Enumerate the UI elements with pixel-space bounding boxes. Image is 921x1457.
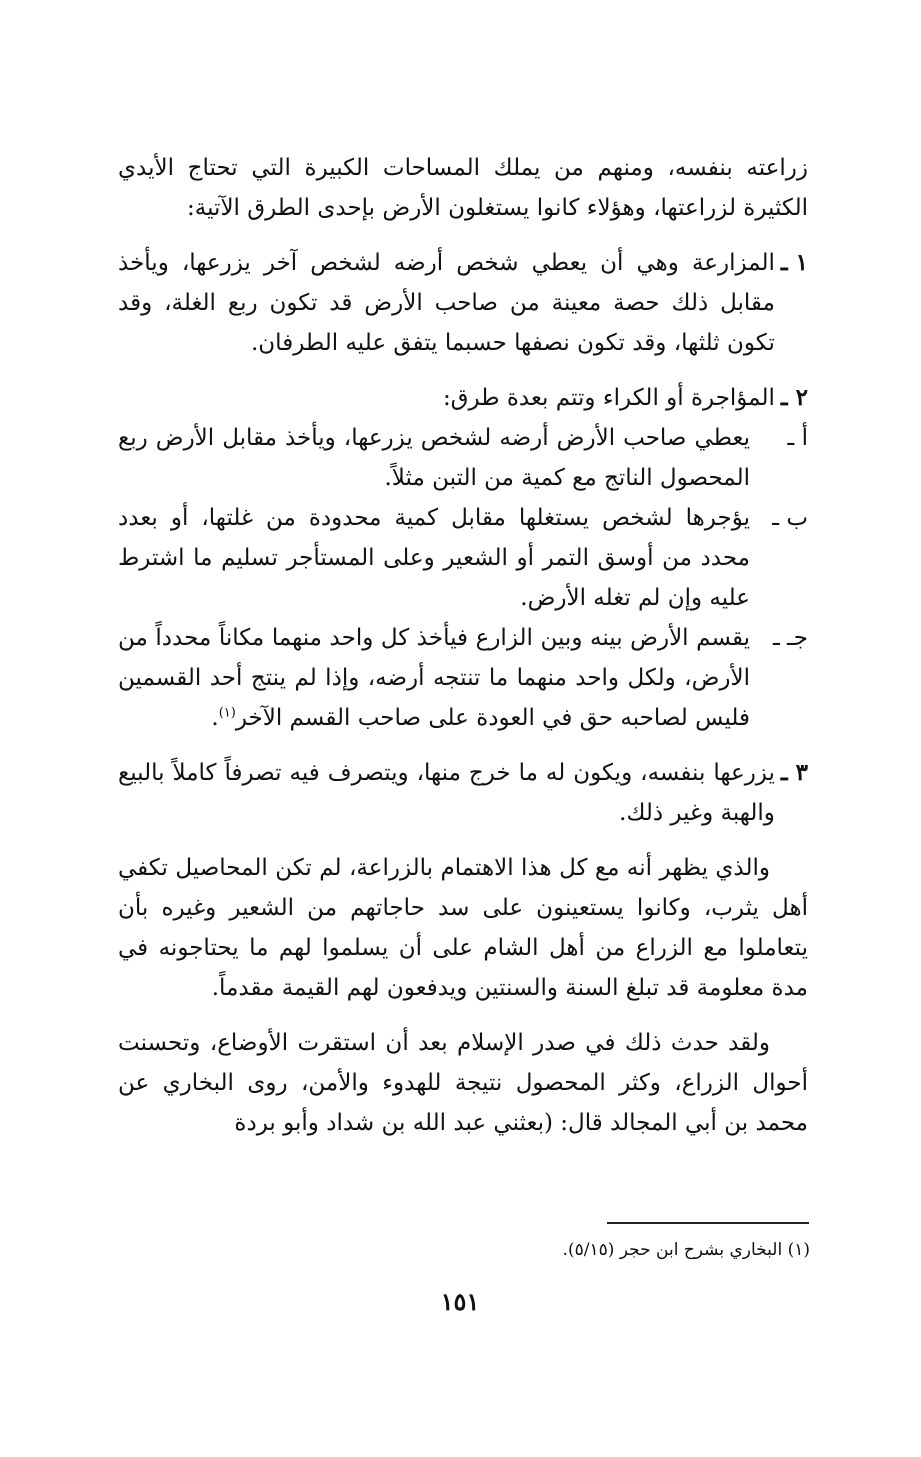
- intro-paragraph: زراعته بنفسه، ومنهم من يملك المساحات الكبيرة التي تحتاج الأيدي الكثيرة لزراعتها، وهؤلاء كانوا يستغلون الأرض بإحدى الطرق الآتية:: [118, 155, 808, 222]
- sub-marker: ب ـ: [772, 505, 808, 532]
- list-marker: ٣ ـ: [780, 759, 808, 787]
- body-paragraph-1: والذي يظهر أنه مع كل هذا الاهتمام بالزراعة، لم تكن المحاصيل تكفي أهل يثرب، وكانوا يستعينون على سد حاجاتهم من الشعير وغيره بأن يتعاملوا مع الزراع من أهل الشام على أن يسلموا لهم ما يحتاجونه في مدة معلومة قد تبلغ السنة والسنتين ويدفعون لهم القيمة مقدماً.: [118, 855, 808, 1002]
- sub-list: [118, 418, 808, 738]
- sub-item-text: يؤجرها لشخص يستغلها مقابل كمية محدودة من غلتها، أو بعدد محدد من أوسق التمر أو الشعير وعلى المستأجر تسليم ما اشترط عليه وإن لم تغله الأرض.: [118, 505, 750, 612]
- footnote-separator: [607, 1222, 809, 1224]
- sub-item-text: يقسم الأرض بينه وبين الزارع فيأخذ كل واحد منهما مكاناً محدداً من الأرض، ولكل واحد منهما ما تنتجه أرضه، وإذا لم ينتج أحد القسمين فليس لصاحبه حق في العودة على صاحب القسم الآخر: [118, 625, 750, 732]
- sub-marker: أ ـ: [787, 425, 808, 452]
- sub-item-a: [118, 418, 808, 498]
- body-paragraph-2: ولقد حدث ذلك في صدر الإسلام بعد أن استقرت الأوضاع، وتحسنت أحوال الزراع، وكثر المحصول نتيجة للهدوء والأمن، روى البخاري عن محمد بن أبي المجالد قال: (بعثني عبد الله بن شداد وأبو بردة: [118, 1030, 808, 1137]
- sub-item-c: [118, 618, 808, 738]
- list-marker: ١ ـ: [780, 249, 808, 277]
- list-marker: ٢ ـ: [780, 384, 808, 412]
- sub-item-b: [118, 498, 808, 618]
- list-item-text: المزارعة وهي أن يعطي شخص أرضه لشخص آخر يزرعها، ويأخذ مقابل ذلك حصة معينة من صاحب الأرض قد تكون ربع الغلة، وقد تكون ثلثها، وقد تكون نصفها حسبما يتفق عليه الطرفان.: [118, 250, 775, 357]
- list-item-3: [118, 753, 808, 833]
- sub-item-c-body: [118, 618, 750, 738]
- sub-item-text: يعطي صاحب الأرض أرضه لشخص يزرعها، ويأخذ مقابل الأرض ربع المحصول الناتج مع كمية من التبن مثلاً.: [118, 425, 750, 492]
- list-item-text: المؤاجرة أو الكراء وتتم بعدة طرق:: [442, 385, 775, 412]
- footnote-reference: (١): [218, 705, 236, 721]
- list-item-2: [118, 378, 808, 418]
- page-body: [118, 148, 808, 1158]
- sub-marker: جـ ـ: [772, 625, 808, 652]
- page-number: ١٥١: [440, 1287, 480, 1316]
- footnote: (١) البخاري بشرح ابن حجر (٥/١٥).: [562, 1240, 810, 1260]
- list-item-1: [118, 243, 808, 363]
- sub-item-tail: .: [211, 705, 219, 732]
- list-item-text: يزرعها بنفسه، ويكون له ما خرج منها، ويتصرف فيه تصرفاً كاملاً بالبيع والهبة وغير ذلك.: [118, 760, 775, 827]
